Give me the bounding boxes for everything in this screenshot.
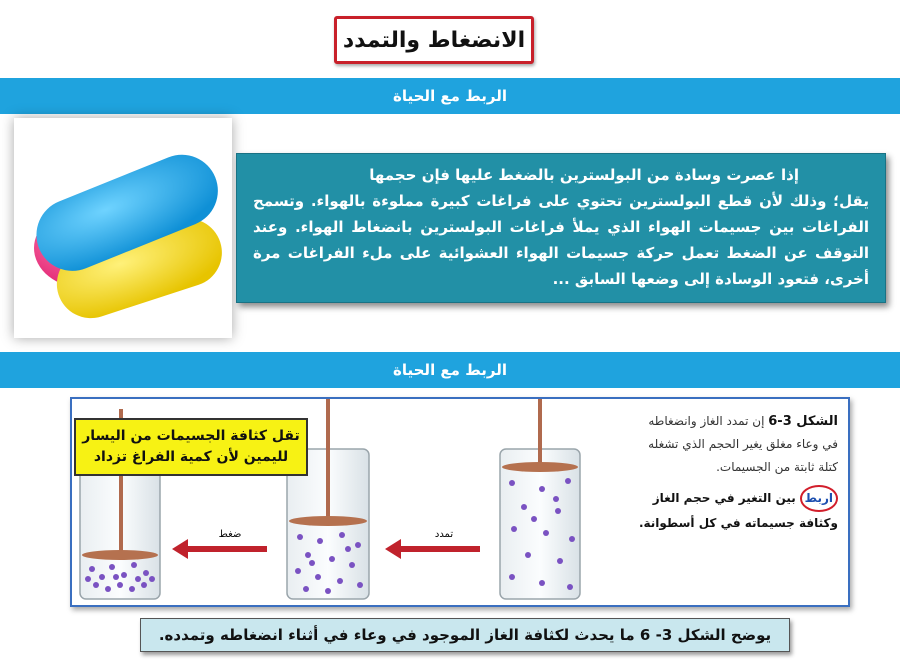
piston-plate bbox=[82, 550, 158, 560]
section-band-2: الربط مع الحياة bbox=[0, 352, 900, 388]
arrow-expand bbox=[385, 539, 480, 559]
yellow-note bbox=[74, 418, 308, 476]
compress-label: ضغط bbox=[218, 529, 242, 540]
piston-plate bbox=[502, 462, 578, 472]
piston-rod bbox=[538, 399, 542, 467]
explanation-body: يقل؛ وذلك لأن قطع البولسترين تحتوي على فراغات كبيرة مملوءة بالهواء. وتسمح الفراغات بين جسيمات الهواء الذي يملأ فراغات البولسترين بانضغاط الهواء. وعند التوقف عن الضغط تعمل حركة جسيمات الهواء العشوائية على ملء الفراغات مرة أخرى، فتعود الوسادة إلى وضعها السابق ... bbox=[253, 192, 869, 288]
figure-title-rest: إن تمدد الغاز وانضغاطه bbox=[648, 414, 765, 428]
piston-plate bbox=[289, 516, 367, 526]
figure-line3: كتلة ثابتة من الجسيمات. bbox=[716, 460, 838, 474]
figure-description bbox=[588, 410, 838, 535]
explanation-line1: إذا عصرت وسادة من البولسترين بالضغط عليها فإن حجمها bbox=[369, 166, 799, 184]
piston-rod bbox=[326, 399, 330, 521]
expand-label: تمدد bbox=[434, 529, 454, 540]
figure-number: الشكل 3-6 bbox=[768, 414, 838, 429]
link-word: اربط bbox=[800, 485, 838, 512]
cylinder-expanded bbox=[500, 399, 580, 599]
yellow-note-line2: لليمين لأن كمية الفراغ تزداد bbox=[93, 449, 289, 465]
figure-caption: يوضح الشكل 3- 6 ما يحدث لكثافة الغاز الموجود في وعاء في أثناء انضغاطه وتمدده. bbox=[140, 618, 790, 652]
explanation-textbox bbox=[236, 153, 886, 303]
arrow-compress bbox=[172, 539, 267, 559]
page-title: الانضغاط والتمدد bbox=[334, 16, 534, 64]
figure-line2: في وعاء مغلق يغير الحجم الذي تشغله bbox=[648, 437, 838, 451]
section-band-1: الربط مع الحياة bbox=[0, 78, 900, 114]
yellow-note-line1: تقل كثافة الجسيمات من اليسار bbox=[82, 428, 300, 444]
figure-line4: بين التغير في حجم الغاز bbox=[652, 491, 796, 505]
pillow-photo bbox=[14, 118, 232, 338]
figure-line5: وكثافة جسيماته في كل أسطوانة. bbox=[638, 516, 838, 530]
